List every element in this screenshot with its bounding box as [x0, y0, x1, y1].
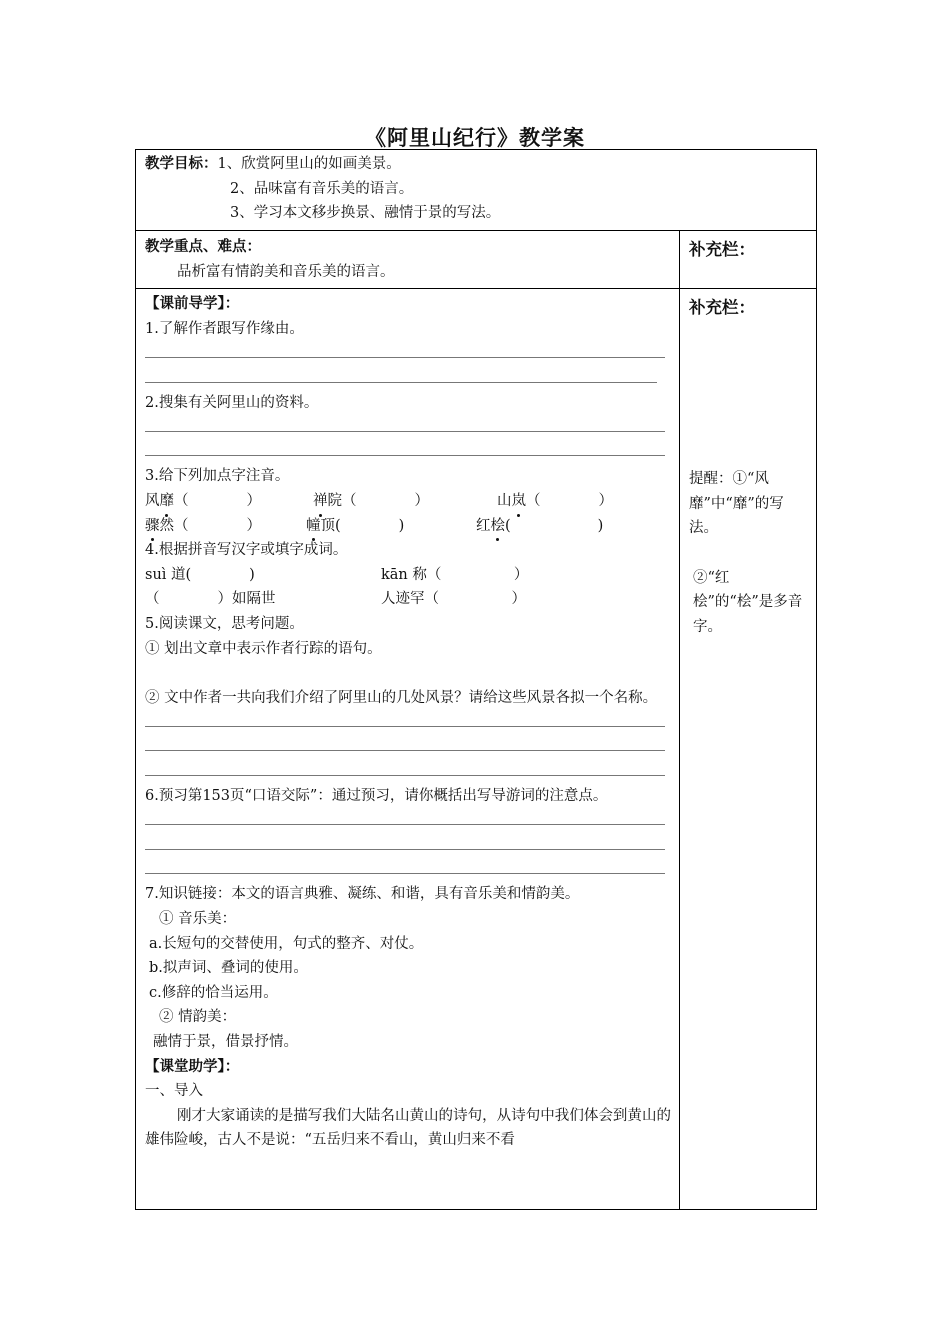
content-row	[136, 289, 817, 1210]
music-point-a: a.长短句的交替使用，句式的整齐、对仗。	[149, 935, 424, 952]
answer-line[interactable]	[145, 366, 671, 391]
preview-section	[136, 289, 679, 1157]
answer-line[interactable]	[145, 710, 671, 735]
charm-text: 融情于景，借景抒情。	[153, 1034, 298, 1050]
pinyin-item: 山岚（ ）	[497, 489, 613, 514]
goal-item: 1、欣赏阿里山的如画美景。	[217, 156, 401, 172]
answer-line[interactable]	[145, 858, 671, 883]
page-title: 《阿里山纪行》教学案	[365, 125, 585, 150]
question-7: 7.知识链接：本文的语言典雅、凝练、和谐，具有音乐美和情韵美。	[145, 886, 580, 903]
lesson-plan-table	[135, 149, 817, 1210]
sidebar-notes	[680, 289, 816, 639]
question-6: 6.预习第153页“口语交际”：通过预习，请你概括出写导游词的注意点。	[145, 788, 608, 805]
pinyin-item: 骤然（ ）	[145, 514, 306, 539]
spacer	[145, 661, 671, 686]
question-5: 5.阅读课文，思考问题。	[145, 615, 304, 632]
sidebar-note-1: 提醒：①“风靡”中“靡”的写法。	[689, 471, 784, 537]
question-3: 3.给下列加点字注音。	[145, 468, 290, 485]
preview-heading: 【课前导学】：	[145, 295, 240, 313]
music-heading: ① 音乐美：	[159, 911, 237, 928]
word-item: suì 道( )	[145, 566, 255, 583]
word-item: （ ）如隔世	[145, 591, 276, 608]
question-1: 1.了解作者跟写作缘由。	[145, 320, 304, 337]
word-row-1	[145, 563, 671, 588]
answer-line[interactable]	[145, 735, 671, 760]
question-5-1: ① 划出文章中表示作者行踪的语句。	[145, 640, 382, 657]
answer-line[interactable]	[145, 440, 671, 465]
class-text: 刚才大家诵读的是描写我们大陆名山黄山的诗句，从诗句中我们体会到黄山的雄伟险峻，古人不是说：“五岳归来不看山，黄山归来不看	[145, 1107, 671, 1149]
pinyin-row-1	[145, 489, 671, 514]
pinyin-item: 红桧( )	[476, 514, 603, 539]
goals-row	[136, 150, 817, 231]
class-heading: 【课堂助学】：	[145, 1057, 240, 1075]
word-item: kān 称（ ）	[381, 566, 529, 583]
class-intro: 一、导入	[145, 1083, 203, 1100]
goals-label: 教学目标：	[145, 155, 218, 172]
goal-item: 2、品味富有音乐美的语言。	[230, 180, 414, 197]
answer-line[interactable]	[145, 833, 671, 858]
pinyin-item: 风靡（ ）	[145, 489, 313, 514]
supplement-label: 补充栏：	[689, 240, 755, 259]
pinyin-row-2	[145, 514, 671, 539]
question-5-2: ② 文中作者一共向我们介绍了阿里山的几处风景？请给这些风景各拟一个名称。	[145, 689, 658, 706]
key-points-label: 教学重点、难点：	[145, 238, 261, 255]
key-points-row	[136, 231, 817, 289]
music-point-b: b.拟声词、叠词的使用。	[149, 960, 308, 977]
pinyin-item: 禅院（ ）	[313, 489, 497, 514]
goals-cell	[136, 150, 816, 230]
word-item: 人迹罕（ ）	[381, 591, 526, 608]
sidebar-note-2: ②“红桧”的“桧”是多音字。	[693, 569, 803, 635]
question-4: 4.根据拼音写汉字或填字成词。	[145, 542, 348, 559]
charm-heading: ② 情韵美：	[159, 1009, 237, 1026]
word-row-2	[145, 587, 671, 612]
answer-line[interactable]	[145, 415, 671, 440]
supplement-label: 补充栏：	[689, 298, 755, 318]
pinyin-item: 幢顶( )	[306, 514, 476, 539]
music-point-c: c.修辞的恰当运用。	[149, 984, 278, 1001]
goal-item: 3、学习本文移步换景、融情于景的写法。	[230, 205, 501, 222]
answer-line[interactable]	[145, 759, 671, 784]
key-points-text: 品析富有情韵美和音乐美的语言。	[177, 263, 395, 280]
answer-line[interactable]	[145, 341, 671, 366]
question-2: 2.搜集有关阿里山的资料。	[145, 394, 319, 411]
answer-line[interactable]	[145, 809, 671, 834]
